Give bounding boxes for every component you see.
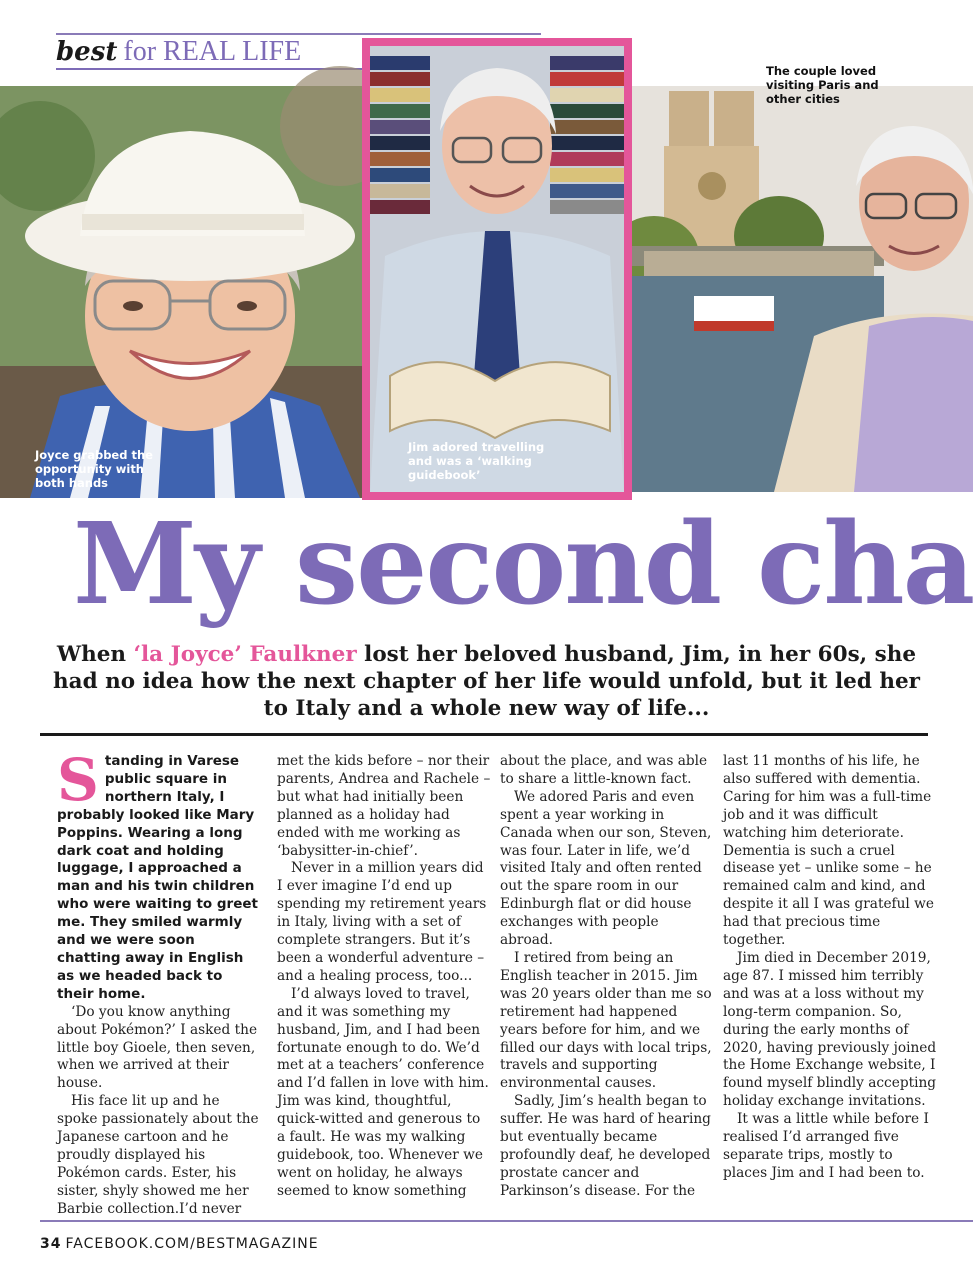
- article-column-2: [277, 753, 492, 1201]
- standfirst: [40, 641, 933, 722]
- joyce-illustration: [0, 86, 380, 498]
- folio: [40, 1236, 319, 1252]
- photo-jim: [362, 38, 632, 500]
- body-paragraph: last 11 months of his life, he also suffered with dementia. Caring for him was a full-time job and it was difficult watching him deteriorate. Dementia is such a cruel disease yet – unlike some – he remained calm and kind, and despite it all I was grateful we had that precious time together.: [723, 753, 934, 949]
- footer-url: FACEBOOK.COM/BESTMAGAZINE: [65, 1236, 319, 1252]
- drop-cap: S: [57, 746, 99, 814]
- body-paragraph: His face lit up and he spoke passionately about the Japanese cartoon and he proudly displayed his Pokémon cards. Ester, his sister, shyly showed me her Barbie collection.I’d never: [57, 1093, 259, 1217]
- body-paragraph: It was a little while before I realised I’d arranged five separate trips, mostly to places Jim and I had been to.: [723, 1111, 929, 1181]
- standfirst-rule: [40, 733, 928, 736]
- magazine-brand: best: [56, 37, 118, 67]
- photo-paris: [624, 64, 973, 492]
- paris-illustration: [624, 86, 973, 492]
- caption-jim: Jim adored travelling and was a ‘walking guidebook’: [408, 440, 545, 482]
- body-paragraph: ‘Do you know anything about Pokémon?’ I asked the little boy Gioele, then seven, when we arrived at their house.: [57, 1003, 258, 1092]
- caption-joyce: Joyce grabbed the opportunity with both hands: [35, 448, 153, 490]
- article-column-4: [723, 753, 938, 1183]
- body-paragraph: Jim died in December 2019, age 87. I missed him terribly and was at a loss without my long-term companion. So, during the early months of 2020, having previously joined the Home Exchange website, I found myself blindly accepting holiday exchange invitations.: [723, 949, 937, 1110]
- body-paragraph: We adored Paris and even spent a year working in Canada when our son, Steven, was four. Later in life, we’d visited Italy and often rented out the spare room in our Edinburgh flat or did house exchanges with people abroad.: [500, 788, 712, 949]
- body-paragraph: met the kids before – nor their parents, Andrea and Rachele – but what had initially been planned as a holiday had ended with me working as ‘babysitter-in-chief’.: [277, 753, 491, 859]
- lead-paragraph: [57, 746, 259, 1004]
- body-paragraph: I’d always loved to travel, and it was something my husband, Jim, and I had been fortunate enough to do. We’d met at a teachers’ conference and I’d fallen in love with him. Jim was kind, thoughtful, quick-witted and generous to a fault. He was my walking guidebook, too. Whenever we went on holiday, he always seemed to know something: [277, 985, 489, 1199]
- jim-illustration: [370, 46, 624, 492]
- standfirst-intro: When: [56, 642, 134, 667]
- article-column-3: [500, 753, 715, 1201]
- footer-rule: [40, 1220, 973, 1222]
- photo-joyce: [0, 86, 380, 498]
- lead-text: tanding in Varese public square in northern Italy, I probably looked like Mary Poppins. Wearing a long dark coat and holding luggage, I approached a man and his twin children who were waiting to greet me. They smiled warmly and we were soon chatting away in English as we headed back to their home.: [57, 753, 258, 1002]
- caption-paris: The couple loved visiting Paris and other cities: [766, 64, 879, 106]
- body-paragraph: Sadly, Jim’s health began to suffer. He was hard of hearing but eventually became profoundly deaf, he developed prostate cancer and Parkinson’s disease. For the: [500, 1093, 711, 1199]
- page-number: 34: [40, 1236, 62, 1252]
- section-title: for REAL LIFE: [123, 36, 302, 67]
- headline: My second cha: [73, 499, 973, 630]
- article-column-1: [57, 746, 259, 1219]
- body-paragraph: I retired from being an English teacher in 2015. Jim was 20 years older than me so retirement had happened years before for him, and we filled our days with local trips, travels and supporting environmental causes.: [500, 949, 712, 1092]
- header-top-rule: [56, 33, 541, 35]
- standfirst-name: ‘la Joyce’ Faulkner: [133, 642, 357, 667]
- body-paragraph: about the place, and was able to share a little-known fact.: [500, 753, 708, 787]
- section-header: [56, 36, 301, 70]
- standfirst-body: lost her beloved husband, Jim, in her 60s, she had no idea how the next chapter of her life would unfold, but it led her to Italy and a whole new way of life...: [53, 642, 920, 721]
- body-paragraph: Never in a million years did I ever imagine I’d end up spending my retirement years in Italy, living with a set of complete strangers. But it’s been a wonderful adventure – and a healing process, too...: [277, 860, 487, 984]
